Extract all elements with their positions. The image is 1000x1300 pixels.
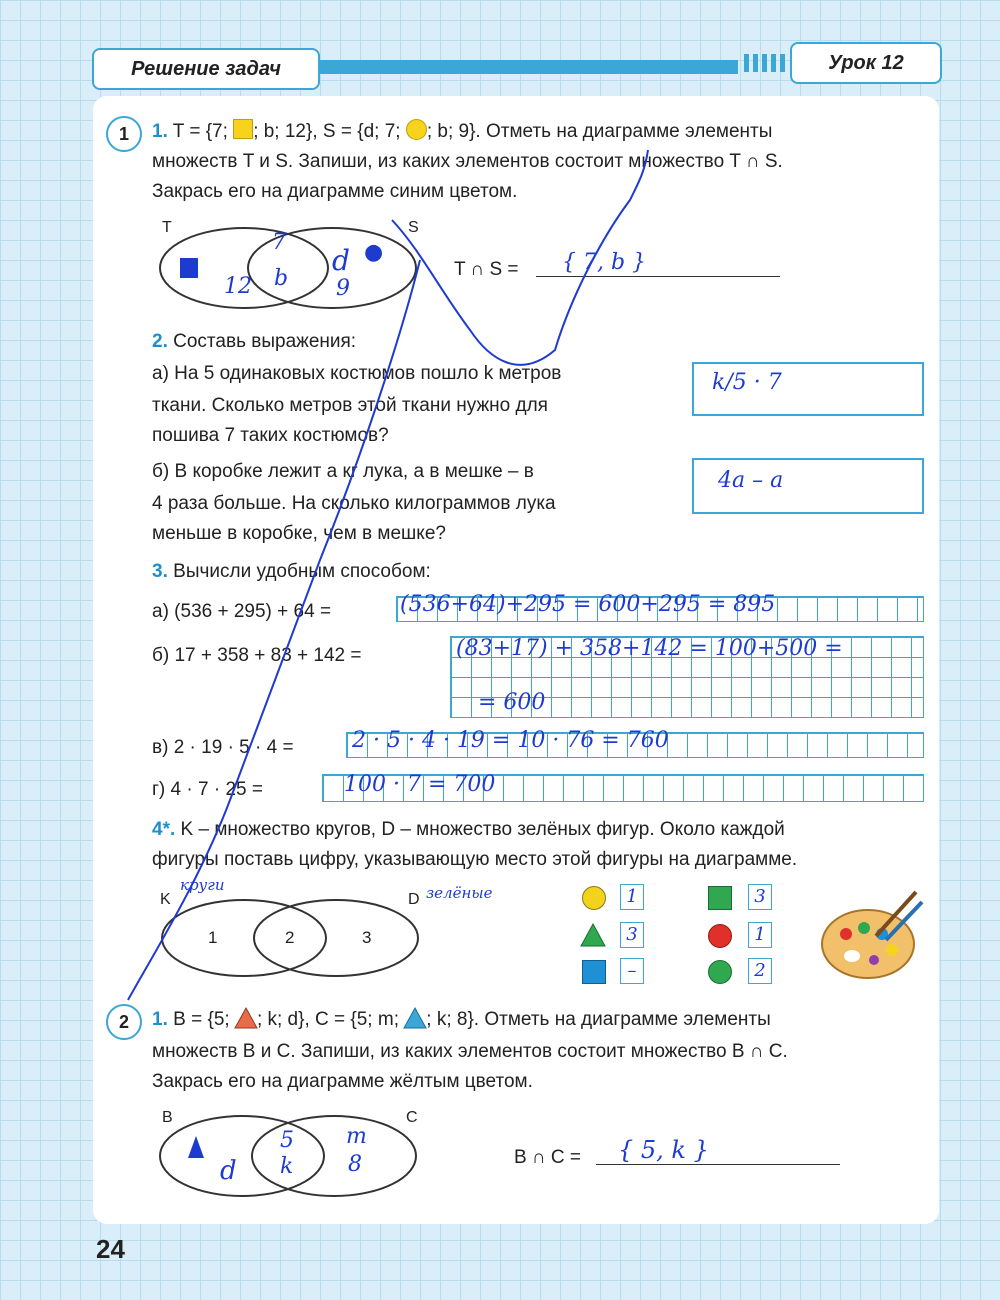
hw-circle-mark: ● bbox=[364, 240, 384, 265]
text-span: B = {5; bbox=[173, 1009, 235, 1030]
hw-answer-bc: { 5, k } bbox=[618, 1136, 709, 1164]
intersection-bc-label: B ∩ C = bbox=[514, 1147, 581, 1168]
task-1-2-b-line1: б) В коробке лежит a кг лука, а в мешке – в bbox=[152, 461, 534, 482]
region-1: 1 bbox=[208, 928, 218, 947]
task-2-1-line3: Закрась его на диаграмме жёлтым цветом. bbox=[152, 1071, 533, 1092]
task-number: 1. bbox=[152, 1009, 168, 1030]
answer-green-square[interactable]: 3 bbox=[748, 884, 772, 910]
task-1-4-line2: фигуры поставь цифру, указывающую место этой фигуры на диаграмме. bbox=[152, 849, 798, 870]
hw-answer-3a: (536+64)+295 = 600+295 = 895 bbox=[400, 592, 776, 617]
task-1-3-g-label: г) 4 · 7 · 25 = bbox=[152, 779, 263, 800]
hw-element-9: 9 bbox=[336, 276, 350, 301]
task-1-2-a-line3: пошива 7 таких костюмов? bbox=[152, 425, 389, 446]
text-span: ; k; 8}. Отметь на диаграмме элементы bbox=[426, 1009, 771, 1030]
hw-answer-2b: 4a – a bbox=[718, 468, 784, 493]
hw-element-5: 5 bbox=[280, 1128, 294, 1153]
red-triangle-icon bbox=[235, 1008, 257, 1028]
task-1-1-line3: Закрась его на диаграмме синим цветом. bbox=[152, 181, 518, 202]
page-number: 24 bbox=[96, 1234, 125, 1264]
task-number: 1. bbox=[152, 121, 168, 142]
venn-label-c: C bbox=[406, 1109, 418, 1126]
answer-yellow-circle[interactable]: 1 bbox=[620, 884, 644, 910]
hw-answer-3b-line2: = 600 bbox=[478, 690, 546, 715]
task-1-1-line2: множеств T и S. Запиши, из каких элементов состоит множество T ∩ S. bbox=[152, 151, 783, 172]
text-span: ; b; 9}. Отметь на диаграмме элементы bbox=[426, 121, 773, 142]
task-2-1-line2: множеств B и C. Запиши, из каких элементов состоит множество B ∩ C. bbox=[152, 1041, 788, 1062]
text-span: Вычисли удобным способом: bbox=[173, 561, 431, 582]
task-1-3-b-label: б) 17 + 358 + 83 + 142 = bbox=[152, 645, 362, 666]
task-number: 3. bbox=[152, 561, 168, 582]
task-1-2-a-line2: ткани. Сколько метров этой ткани нужно для bbox=[152, 395, 548, 416]
task-1-3-a-label: а) (536 + 295) + 64 = bbox=[152, 601, 332, 622]
region-2: 2 bbox=[285, 928, 295, 947]
hw-element-b: b bbox=[274, 266, 289, 291]
hw-element-k: k bbox=[280, 1154, 294, 1179]
hw-element-d2: d bbox=[220, 1156, 237, 1186]
topic-title: Решение задач bbox=[92, 48, 320, 90]
hw-answer-3b-line1: (83+17) + 358+142 = 100+500 = bbox=[456, 636, 843, 661]
hw-answer-ts: { 7, b } bbox=[562, 250, 647, 275]
hw-element-7: 7 bbox=[272, 230, 286, 255]
task-number: 4*. bbox=[152, 819, 176, 840]
hw-label-green: зелёные bbox=[426, 884, 493, 902]
region-3: 3 bbox=[362, 928, 372, 947]
text-span: Составь выражения: bbox=[173, 331, 357, 352]
task-1-3-v-label: в) 2 · 19 · 5 · 4 = bbox=[152, 737, 294, 758]
task-1-2-a-line1: а) На 5 одинаковых костюмов пошло k метров bbox=[152, 363, 562, 384]
hw-answer-3v: 2 · 5 · 4 · 19 = 10 · 76 = 760 bbox=[352, 728, 669, 753]
text-span: K – множество кругов, D – множество зелёных фигур. Около каждой bbox=[180, 819, 785, 840]
hw-element-12: 12 bbox=[224, 274, 252, 299]
venn-label-k: K bbox=[160, 891, 171, 908]
text-span: T = {7; bbox=[172, 121, 234, 142]
hw-element-m: m bbox=[346, 1124, 367, 1149]
task-number: 2. bbox=[152, 331, 168, 352]
blue-triangle-icon bbox=[404, 1008, 426, 1028]
hw-label-circles: круги bbox=[180, 876, 225, 894]
answer-green-circle[interactable]: 2 bbox=[748, 958, 772, 984]
task-2-1-line1 bbox=[152, 1004, 771, 1035]
answer-blue-square[interactable]: – bbox=[620, 958, 644, 984]
venn-label-b: B bbox=[162, 1109, 173, 1126]
venn-label-t: T bbox=[162, 219, 172, 236]
hw-element-8: 8 bbox=[348, 1152, 362, 1177]
hw-answer-3g: 100 · 7 = 700 bbox=[344, 772, 496, 797]
block-number-2: 2 bbox=[106, 1004, 142, 1040]
text-span: ; b; 12}, S = {d; 7; bbox=[253, 121, 406, 142]
answer-red-circle[interactable]: 1 bbox=[748, 922, 772, 948]
lesson-label: Урок 12 bbox=[790, 42, 942, 84]
hw-answer-2a: k/5 · 7 bbox=[712, 370, 782, 395]
intersection-ts-label: T ∩ S = bbox=[454, 259, 519, 280]
venn-label-d: D bbox=[408, 891, 420, 908]
hw-element-d: d bbox=[332, 244, 350, 277]
venn-label-s: S bbox=[408, 219, 419, 236]
answer-line-bc bbox=[596, 1164, 840, 1165]
task-1-2-b-line2: 4 раза больше. На сколько килограммов лука bbox=[152, 493, 556, 514]
text-span: ; k; d}, C = {5; m; bbox=[256, 1009, 405, 1030]
block-number-1: 1 bbox=[106, 116, 142, 152]
answer-green-triangle[interactable]: 3 bbox=[620, 922, 644, 948]
task-1-2-b-line3: меньше в коробке, чем в мешке? bbox=[152, 523, 446, 544]
